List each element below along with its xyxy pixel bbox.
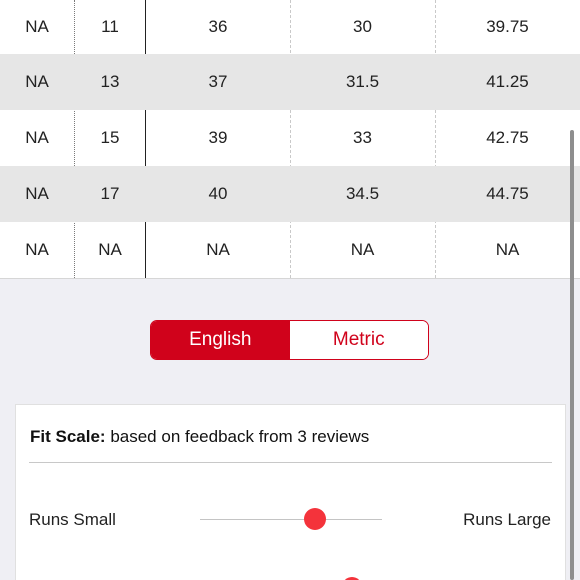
table-cell: 44.75 bbox=[486, 184, 529, 203]
table-cell: NA bbox=[350, 240, 375, 259]
table-cell: NA bbox=[25, 128, 49, 147]
table-row bbox=[0, 0, 580, 54]
table-row bbox=[0, 222, 580, 278]
divider bbox=[29, 462, 552, 463]
english-unit-button[interactable]: English bbox=[151, 321, 290, 359]
table-cell: NA bbox=[25, 17, 49, 36]
table-cell: 40 bbox=[208, 184, 228, 203]
fit-slider-thumb[interactable] bbox=[304, 508, 326, 530]
fit-scale-card bbox=[15, 404, 566, 580]
runs-large-label: Runs Large bbox=[463, 510, 551, 529]
table-cell: 39 bbox=[208, 128, 228, 147]
scrollbar[interactable] bbox=[570, 130, 574, 580]
table-cell: 39.75 bbox=[486, 17, 529, 36]
fit-scale-title bbox=[30, 427, 369, 447]
table-row bbox=[0, 166, 580, 222]
table-cell: 31.5 bbox=[345, 72, 380, 91]
table-cell: 17 bbox=[100, 184, 120, 203]
table-cell: 36 bbox=[208, 17, 228, 36]
table-cell: 34.5 bbox=[345, 184, 380, 203]
table-cell: NA bbox=[206, 240, 230, 259]
table-cell: NA bbox=[25, 240, 49, 259]
table-row bbox=[0, 110, 580, 166]
table-cell: 15 bbox=[100, 128, 120, 147]
table-cell: 13 bbox=[100, 72, 120, 91]
size-table bbox=[0, 0, 580, 279]
fit-scale-review-count: based on feedback from 3 reviews bbox=[105, 427, 370, 446]
table-cell: 30 bbox=[353, 17, 372, 36]
table-row bbox=[0, 54, 580, 110]
table-cell: NA bbox=[25, 184, 49, 203]
metric-unit-button[interactable]: Metric bbox=[290, 321, 429, 359]
unit-toggle bbox=[150, 320, 429, 360]
table-cell: 37 bbox=[208, 72, 228, 91]
fit-slider-track bbox=[200, 519, 382, 520]
table-cell: NA bbox=[98, 240, 122, 259]
runs-small-label: Runs Small bbox=[29, 510, 116, 529]
table-cell: 33 bbox=[353, 128, 372, 147]
table-cell: 11 bbox=[101, 17, 119, 36]
table-cell: NA bbox=[495, 240, 520, 259]
fit-scale-label: Fit Scale: bbox=[30, 427, 106, 446]
table-cell: 41.25 bbox=[486, 72, 529, 91]
table-cell: NA bbox=[25, 72, 49, 91]
table-cell: 42.75 bbox=[486, 128, 529, 147]
